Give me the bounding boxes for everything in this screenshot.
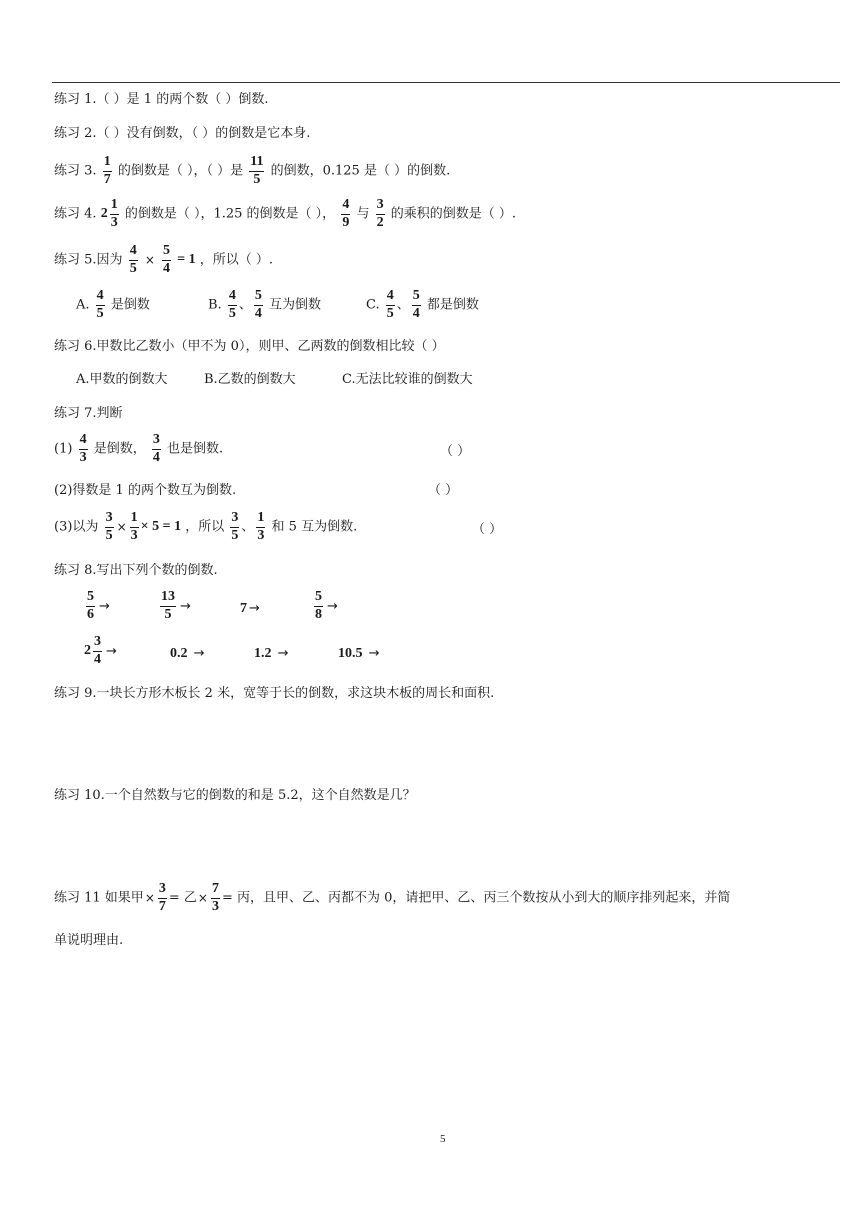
option-b: B. $\frac{4}{5}$ 、 $\frac{5}{4}$ 互为倒数 [208, 288, 321, 321]
exercise-11: 练习 11 如果甲× $\frac{3}{7}$ = 乙× $\frac{7}{3}$ = 丙，且甲、乙、丙都不为 0，请把甲、乙、丙三个数按从小到大的顺序排列起来，并简 [54, 881, 731, 914]
item: 10.5 → [338, 646, 380, 661]
fraction: $\frac{3}{2}$ [376, 197, 384, 230]
exercise-6-options [76, 373, 576, 389]
exercise-7-item-2: (2)得数是 1 的两个数互为倒数. （ ） [54, 483, 459, 498]
exercise-7-item-3: (3)以为 $\frac{3}{5}$ × $\frac{1}{3}$ × 5 = 1 ，所以 $\frac{3}{5}$ 、 $\frac{1}{3}$ 和 5 互为倒数. （ ） [54, 510, 503, 543]
exercise-5: 练习 5.因为 $\frac{4}{5}$ × $\frac{5}{4}$ = 1 ，所以（ ）. [54, 243, 274, 276]
exercise-8-row-1 [84, 590, 484, 630]
item: 0.2 → [170, 646, 205, 661]
fraction: $\frac{4}{3}$ [79, 432, 87, 465]
fraction: $\frac{4}{9}$ [342, 197, 350, 230]
exercise-5-options [76, 289, 576, 329]
fraction: $\frac{3}{5}$ [231, 510, 239, 543]
exercise-8-title: 练习 8.写出下列个数的倒数. [54, 563, 218, 578]
option-b: B.乙数的倒数大 [204, 372, 296, 387]
item: 2 $\frac{3}{4}$ → [84, 634, 117, 667]
option-c: C.无法比较谁的倒数大 [342, 372, 473, 387]
exercise-6: 练习 6.甲数比乙数小（甲不为 0），则甲、乙两数的倒数相比较（ ） [54, 339, 445, 354]
fraction: $\frac{1}{3}$ [130, 510, 138, 543]
exercise-3: 练习 3. $\frac{1}{7}$ 的倒数是（ ），（ ）是 $\frac{11}{5}$ 的倒数，0.125 是（ ）的倒数. [54, 154, 451, 187]
fraction: $\frac{1}{7}$ [103, 154, 111, 187]
option-a: A. $\frac{4}{5}$ 是倒数 [76, 288, 150, 321]
option-a: A.甲数的倒数大 [76, 372, 168, 387]
item: $\frac{5}{6}$ → [87, 589, 110, 622]
exercise-7-title: 练习 7.判断 [54, 406, 123, 421]
fraction: $\frac{1}{3}$ [257, 510, 265, 543]
answer-paren: （ ） [472, 522, 503, 537]
fraction: $\frac{3}{5}$ [105, 510, 113, 543]
exercise-9: 练习 9.一块长方形木板长 2 米，宽等于长的倒数，求这块木板的周长和面积. [54, 686, 495, 701]
option-c: C. $\frac{4}{5}$ 、 $\frac{5}{4}$ 都是倒数 [366, 288, 479, 321]
fraction: $\frac{4}{5}$ [129, 243, 137, 276]
item: 1.2 → [254, 646, 289, 661]
item: $\frac{5}{8}$ → [315, 589, 338, 622]
fraction: $\frac{5}{4}$ [163, 243, 171, 276]
item: 7 → [240, 601, 260, 616]
exercise-1: 练习 1.（ ）是 1 的两个数（ ）倒数. [54, 92, 269, 107]
page-number: 5 [440, 1133, 446, 1145]
mixed-number: 2 $\frac{1}{3}$ [100, 197, 118, 230]
fraction: $\frac{7}{3}$ [211, 881, 219, 914]
exercise-2: 练习 2.（ ）没有倒数，（ ）的倒数是它本身. [54, 126, 311, 141]
exercise-8-row-2 [84, 635, 484, 675]
exercise-11-line-2: 单说明理由. [54, 933, 124, 948]
fraction: $\frac{3}{7}$ [158, 881, 166, 914]
fraction: $\frac{11}{5}$ [250, 154, 264, 187]
item: $\frac{13}{5}$ → [161, 589, 191, 622]
header-rule [52, 82, 840, 83]
answer-paren: （ ） [440, 444, 471, 459]
answer-paren: （ ） [428, 483, 459, 498]
exercise-4: 练习 4. 2 $\frac{1}{3}$ 的倒数是（ ），1.25 的倒数是（ ）， $\frac{4}{9}$ 与 $\frac{3}{2}$ 的乘积的倒数是（ ）. [54, 197, 517, 230]
fraction: $\frac{3}{4}$ [152, 432, 160, 465]
exercise-10: 练习 10.一个自然数与它的倒数的和是 5.2，这个自然数是几？ [54, 788, 416, 803]
exercise-7-item-1: (1) $\frac{4}{3}$ 是倒数， $\frac{3}{4}$ 也是倒数. （ ） [54, 432, 471, 465]
